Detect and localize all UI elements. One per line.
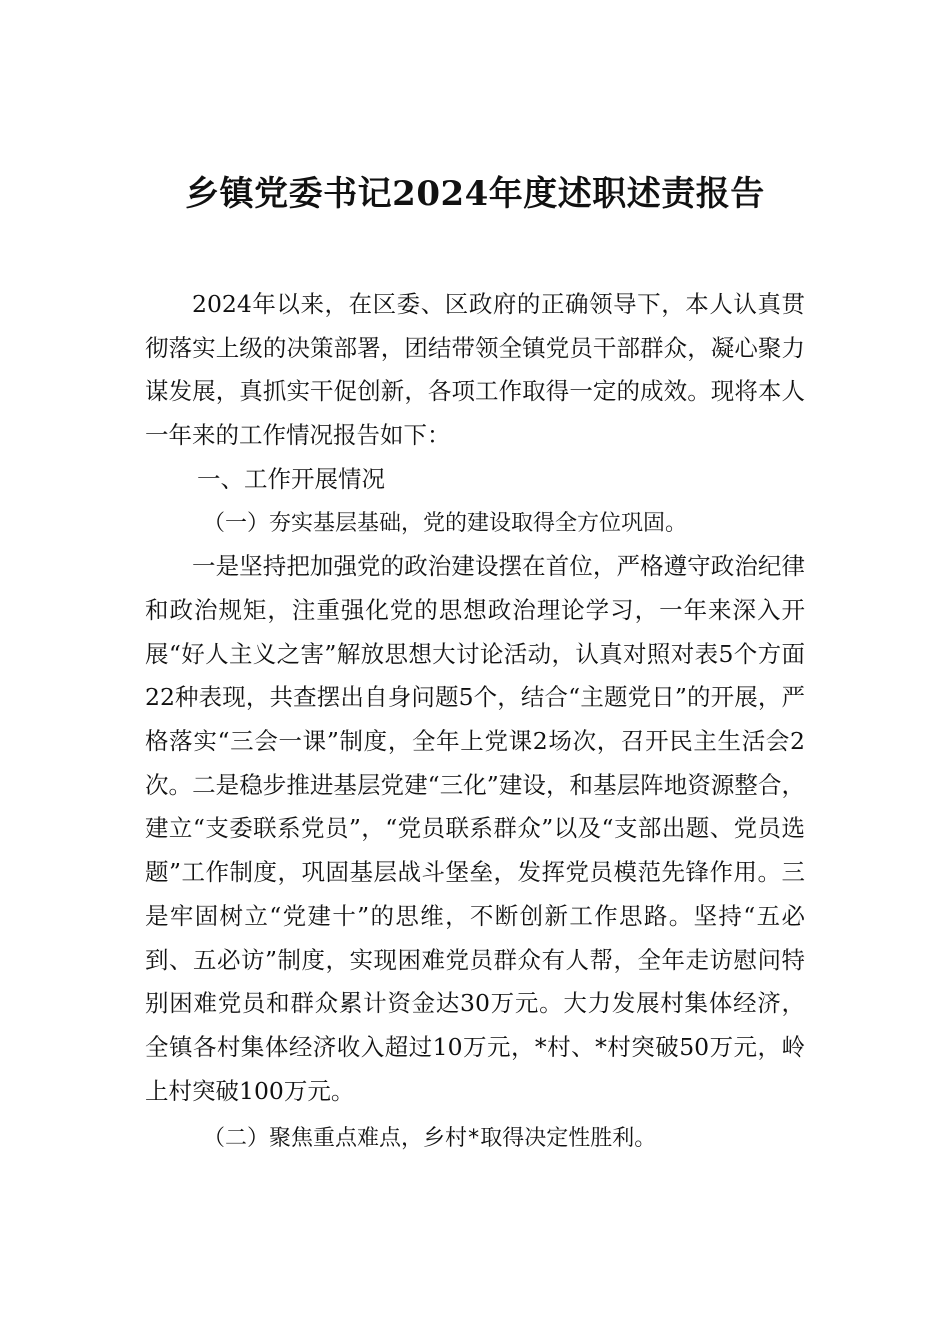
subsection-heading-1: （一）夯实基层基础，党的建设取得全方位巩固。: [203, 510, 688, 536]
document-title: 乡镇党委书记2024年度述职述责报告: [185, 174, 765, 214]
subsection-1-paragraph: 一是坚持把加强党的政治建设摆在首位，严格遵守政治纪律和政治规矩，注重强化党的思想政治理论学习，一年来深入开展“好人主义之害”解放思想大讨论活动，认真对照对表5个方面22种表现，共查摆出自身问题5个，结合“主题党日”的开展，严格落实“三会一课”制度，全年上党课2场次，召开民主生活会2次。二是稳步推进基层党建“三化”建设，和基层阵地资源整合，建立“支委联系党员”，“党员联系群众”以及“支部出题、党员选题”工作制度，巩固基层战斗堡垒，发挥党员模范先锋作用。三是牢固树立“党建十”的思维，不断创新工作思路。坚持“五必到、五必访”制度，实现困难党员群众有人帮，全年走访慰问特别困难党员和群众累计资金达30万元。大力发展村集体经济，全镇各村集体经济收入超过10万元，*村、*村突破50万元，岭上村突破100万元。: [145, 552, 805, 1105]
section-heading-1: 一、工作开展情况: [197, 464, 385, 493]
document-body: [145, 283, 805, 1161]
intro-paragraph: 2024年以来，在区委、区政府的正确领导下，本人认真贯彻落实上级的决策部署，团结带领全镇党员干部群众，凝心聚力谋发展，真抓实干促创新，各项工作取得一定的成效。现将本人一年来的工作情况报告如下：: [145, 290, 805, 450]
subsection-heading-2: （二）聚焦重点难点，乡村*取得决定性胜利。: [203, 1126, 657, 1152]
